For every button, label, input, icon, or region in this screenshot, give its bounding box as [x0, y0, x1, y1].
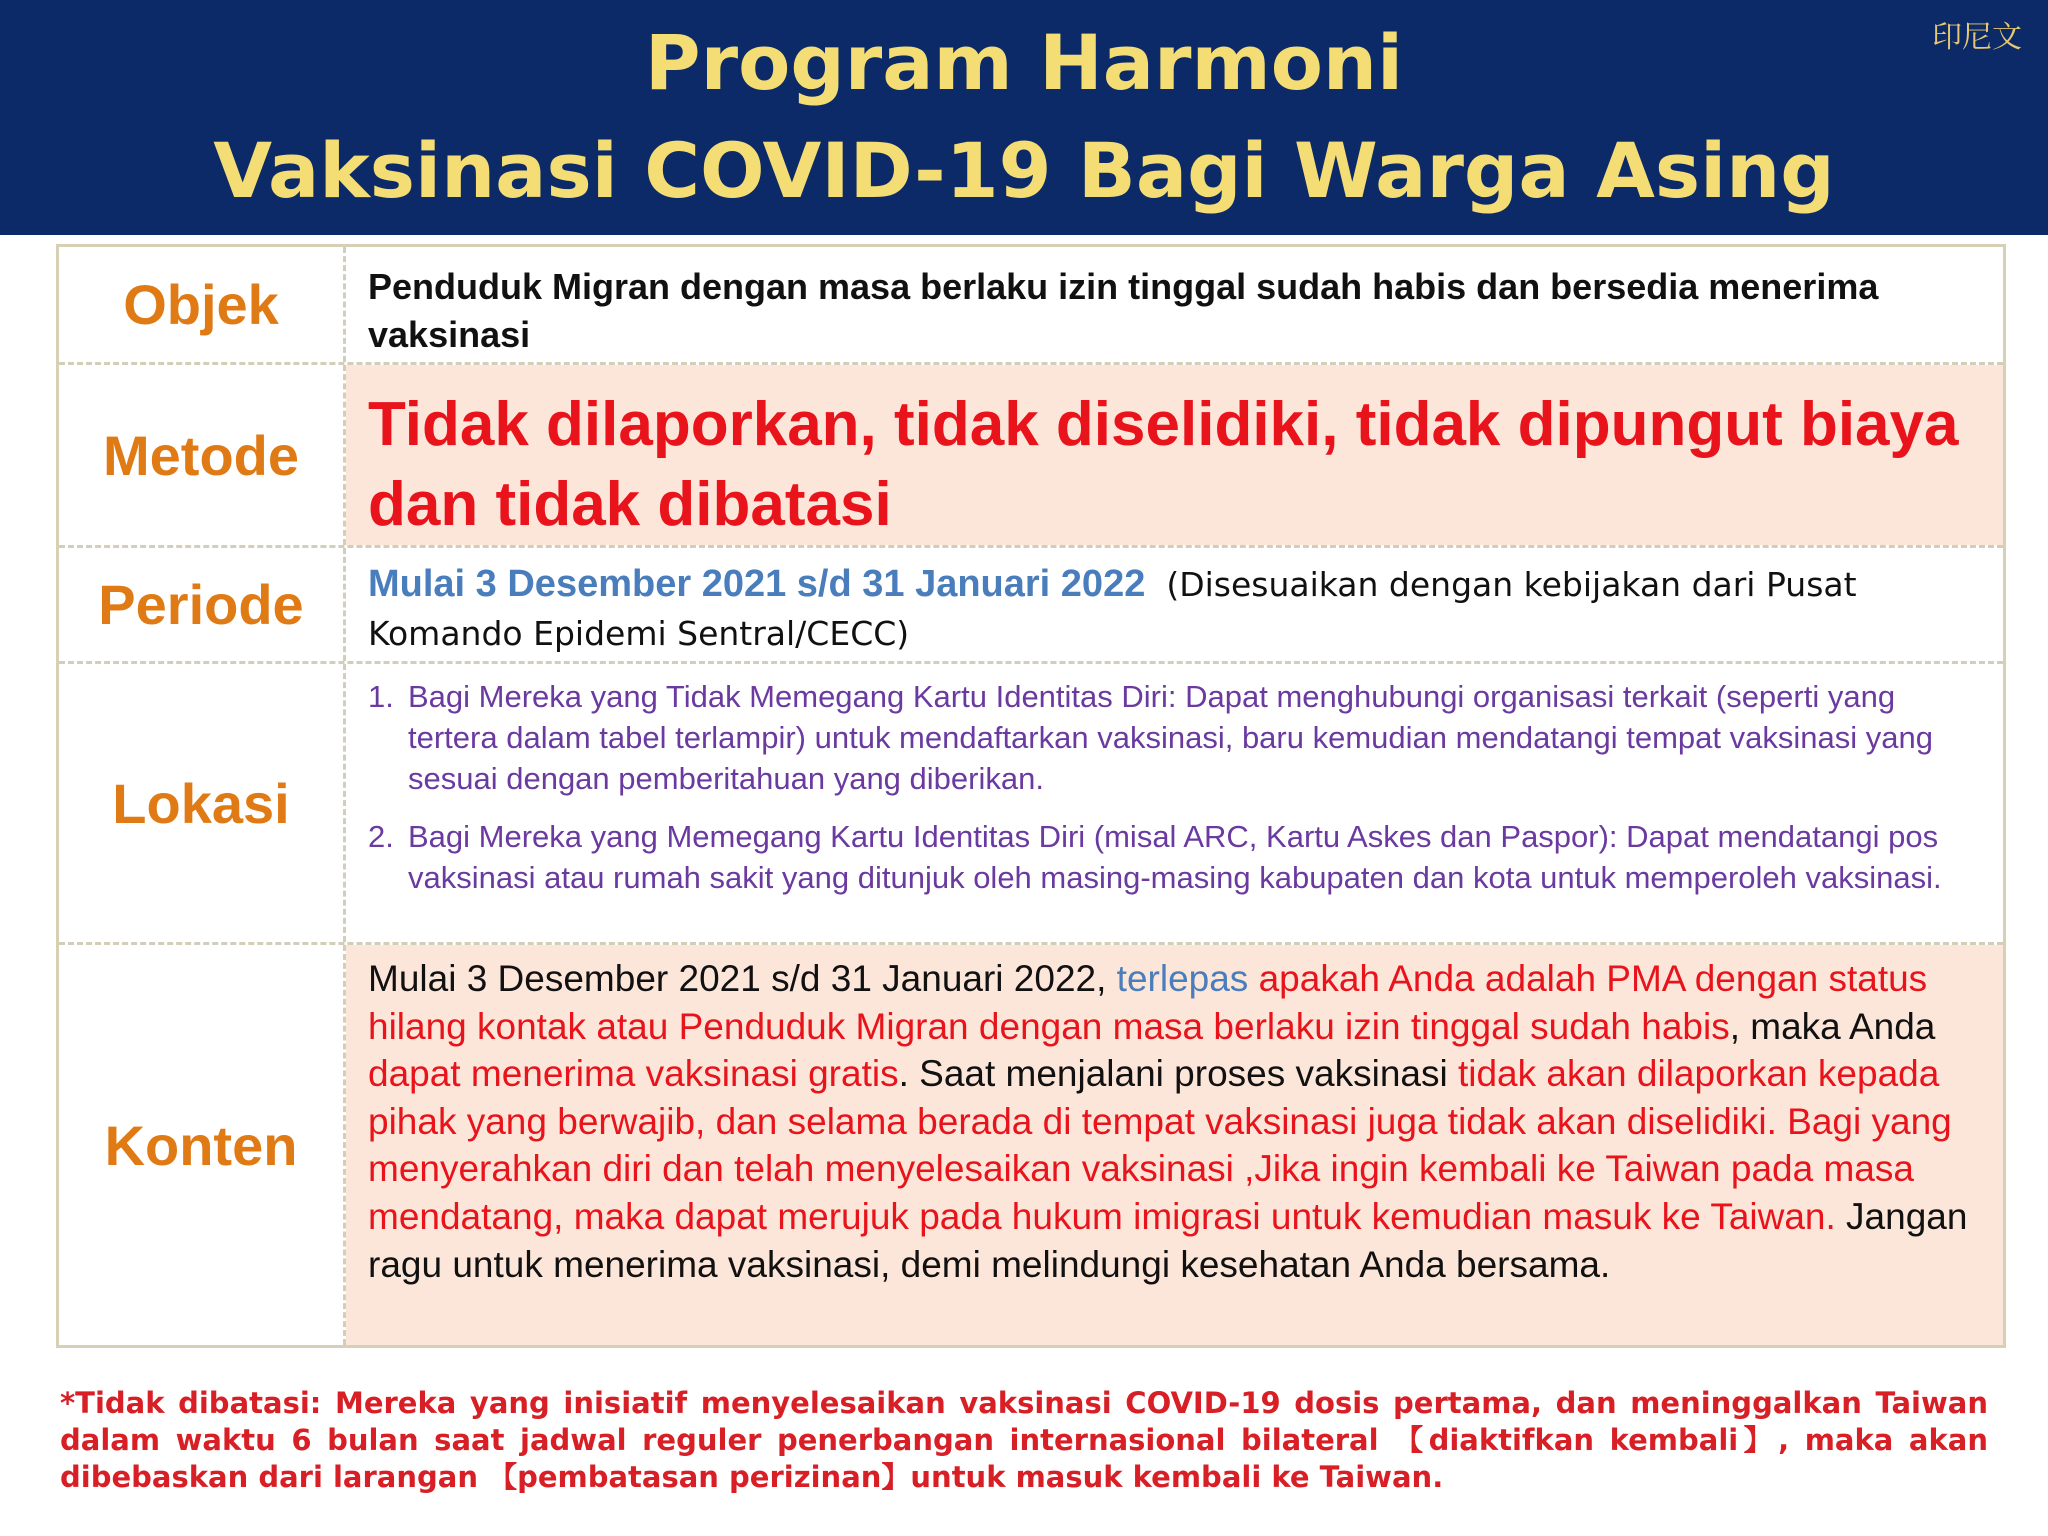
row-objek	[59, 247, 2003, 362]
row-lokasi	[59, 661, 2003, 942]
periode-text	[346, 548, 2003, 661]
list-item-number: 1.	[368, 679, 394, 714]
label-metode: Metode	[59, 365, 346, 545]
periode-date: Mulai 3 Desember 2021 s/d 31 Januari 2022	[368, 563, 1146, 605]
metode-text: Tidak dilaporkan, tidak diselidiki, tidak dipungut biaya dan tidak dibatasi	[346, 365, 2003, 545]
info-table	[56, 244, 2006, 1348]
list-item-number: 2.	[368, 819, 394, 854]
label-objek: Objek	[59, 247, 346, 362]
title-banner	[0, 0, 2048, 235]
konten-part: , maka Anda	[1729, 1005, 1936, 1047]
konten-part: Mulai 3 Desember 2021 s/d 31 Januari 2022,	[368, 958, 1117, 999]
konten-part-highlight: dapat menerima vaksinasi gratis	[368, 1053, 899, 1095]
list-item-text: Bagi Mereka yang Memegang Kartu Identitas Diri (misal ARC, Kartu Askes dan Paspor): Dapat mendatangi pos vaksinasi atau rumah sakit yang ditunjuk oleh masing-masing kabupaten dan kota untuk memperoleh vaksinasi.	[408, 819, 1942, 895]
title-line-2: Vaksinasi COVID-19 Bagi Warga Asing	[213, 126, 1835, 215]
lokasi-list	[368, 664, 1977, 898]
language-tag: 印尼文	[1932, 20, 2022, 55]
konten-part: Jangan ragu untuk menerima vaksinasi, demi melindungi kesehatan Anda bersama.	[368, 1195, 1968, 1285]
list-item-text: Bagi Mereka yang Tidak Memegang Kartu Identitas Diri: Dapat menghubungi organisasi terkait (seperti yang tertera dalam tabel terlampir) untuk mendaftarkan vaksinasi, baru kemudian mendatangi tempat vaksinasi yang sesuai dengan pemberitahuan yang diberikan.	[408, 679, 1933, 796]
konten-part-highlight: tidak akan dilaporkan kepada pihak yang berwajib, dan selama berada di tempat vaksinasi juga tidak akan diselidiki. Bagi yang menyerahkan diri dan telah menyelesaikan vaksinasi ,Jika ingin kembali ke Taiwan pada masa mendatang, maka dapat merujuk pada hukum imigrasi untuk kemudian masuk ke Taiwan.	[368, 1053, 1952, 1237]
konten-part-highlight: terlepas	[1116, 958, 1249, 999]
list-item	[368, 676, 1977, 799]
row-konten	[59, 942, 2003, 1345]
periode-note: (Disesuaikan dengan kebijakan dari Pusat Komando Epidemi Sentral/CECC)	[368, 565, 1857, 653]
row-periode	[59, 545, 2003, 661]
title-line-1: Program Harmoni	[644, 18, 1404, 107]
konten-part-highlight: apakah Anda adalah PMA dengan status hilang kontak atau Penduduk Migran dengan masa berlaku izin tinggal sudah habis	[368, 958, 1928, 1047]
lokasi-cell	[346, 664, 2003, 942]
footnote: *Tidak dibatasi: Mereka yang inisiatif menyelesaikan vaksinasi COVID-19 dosis pertama, dan meninggalkan Taiwan dalam waktu 6 bulan saat jadwal reguler penerbangan internasional bilateral 【diaktifkan kembali】, maka akan dibebaskan dari larangan 【pembatasan perizinan】untuk masuk kembali ke Taiwan.	[60, 1386, 1988, 1494]
konten-part: . Saat menjalani proses vaksinasi	[898, 1053, 1458, 1095]
konten-text	[346, 945, 2003, 1345]
label-konten: Konten	[59, 945, 346, 1345]
label-periode: Periode	[59, 548, 346, 661]
row-metode	[59, 362, 2003, 545]
list-item	[368, 816, 1977, 898]
objek-text: Penduduk Migran dengan masa berlaku izin tinggal sudah habis dan bersedia menerima vaksinasi	[368, 266, 1879, 355]
label-lokasi: Lokasi	[59, 664, 346, 942]
